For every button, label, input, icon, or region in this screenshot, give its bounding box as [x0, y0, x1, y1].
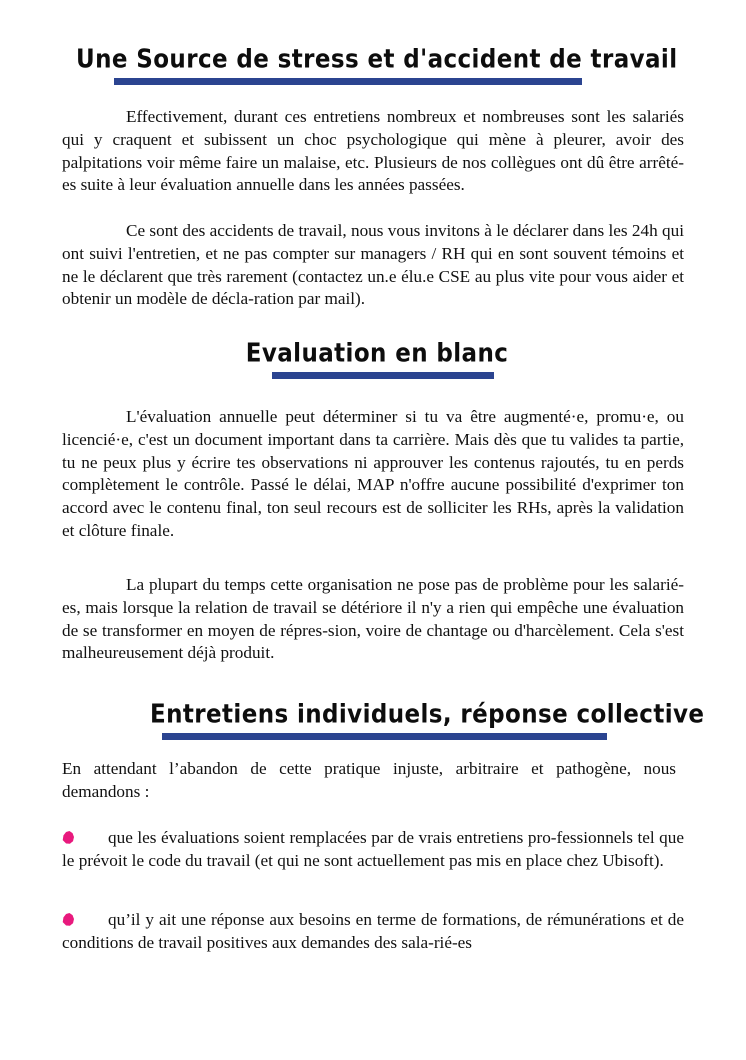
heading-underline-bar	[272, 372, 494, 379]
section-heading-entretiens-individuels	[150, 699, 705, 740]
section-heading-stress-accident	[76, 44, 678, 85]
paragraph-accidents-de-travail: Ce sont des accidents de travail, nous vous invitons à le déclarer dans les 24h qui ont suivi l'entretien, et ne pas compter sur managers / RH qui en sont souvent témoins et ne le déclarent que très rarement (contactez un.e élu.e CSE au plus vite pour vous aider et obtenir un modèle de décla-ration par mail).	[62, 221, 684, 309]
bullet-lead-space	[62, 909, 108, 932]
bullet-lead-space	[62, 827, 108, 850]
paragraph-en-attendant: En attendant l’abandon de cette pratique injuste, arbitraire et pathogène, nous demandons :	[62, 759, 676, 801]
pink-diamond-bullet-icon	[62, 831, 74, 844]
heading-text: Entretiens individuels, réponse collective	[150, 699, 705, 730]
heading-text: Evaluation en blanc	[245, 338, 509, 369]
list-item	[62, 909, 684, 955]
section-heading-evaluation-en-blanc	[212, 338, 542, 379]
heading-text: Une Source de stress et d'accident de travail	[76, 44, 678, 75]
paragraph-evaluation-annuelle: L'évaluation annuelle peut déterminer si tu va être augmenté·e, promu·e, ou licencié·e, c'est un document important dans ta carrière. Mais dès que tu valides ta partie, tu ne peux plus y écrire tes observations ni approuver les contenus rajoutés, tu en perds complètement le contrôle. Passé le délai, MAP n'offre aucune possibilité d'exprimer ton accord avec le contenu final, ton seul recours est de solliciter les RHs, après la validation et clôture finale.	[62, 407, 684, 540]
list-item-text: que les évaluations soient remplacées par de vrais entretiens pro-fessionnels tel que le prévoit le code du travail (et qui ne sont actuellement pas mis en place chez Ubisoft).	[62, 828, 684, 870]
paragraph-effectivement: Effectivement, durant ces entretiens nombreux et nombreuses sont les salariés qui y craquent et subissent un choc psychologique qui mène à pleurer, avoir des palpitations voir même faire un malaise, etc. Plusieurs de nos collègues ont dû être arrêté-es suite à leur évaluation annuelle dans les années passées.	[62, 107, 684, 195]
heading-underline-bar	[114, 78, 582, 85]
paragraph-la-plupart-du-temps: La plupart du temps cette organisation ne pose pas de problème pour les salarié-es, mais lorsque la relation de travail se détériore il n'y a rien qui empêche une évaluation de se transformer en moyen de répres-sion, voire de chantage ou d'harcèlement. Cela s'est malheureusement déjà produit.	[62, 575, 684, 663]
list-item	[62, 827, 684, 873]
pink-diamond-bullet-icon	[62, 913, 74, 926]
list-item-text: qu’il y ait une réponse aux besoins en terme de formations, de rémunérations et de conditions de travail positives aux demandes des sala-rié-es	[62, 910, 684, 952]
heading-underline-bar	[162, 733, 607, 740]
